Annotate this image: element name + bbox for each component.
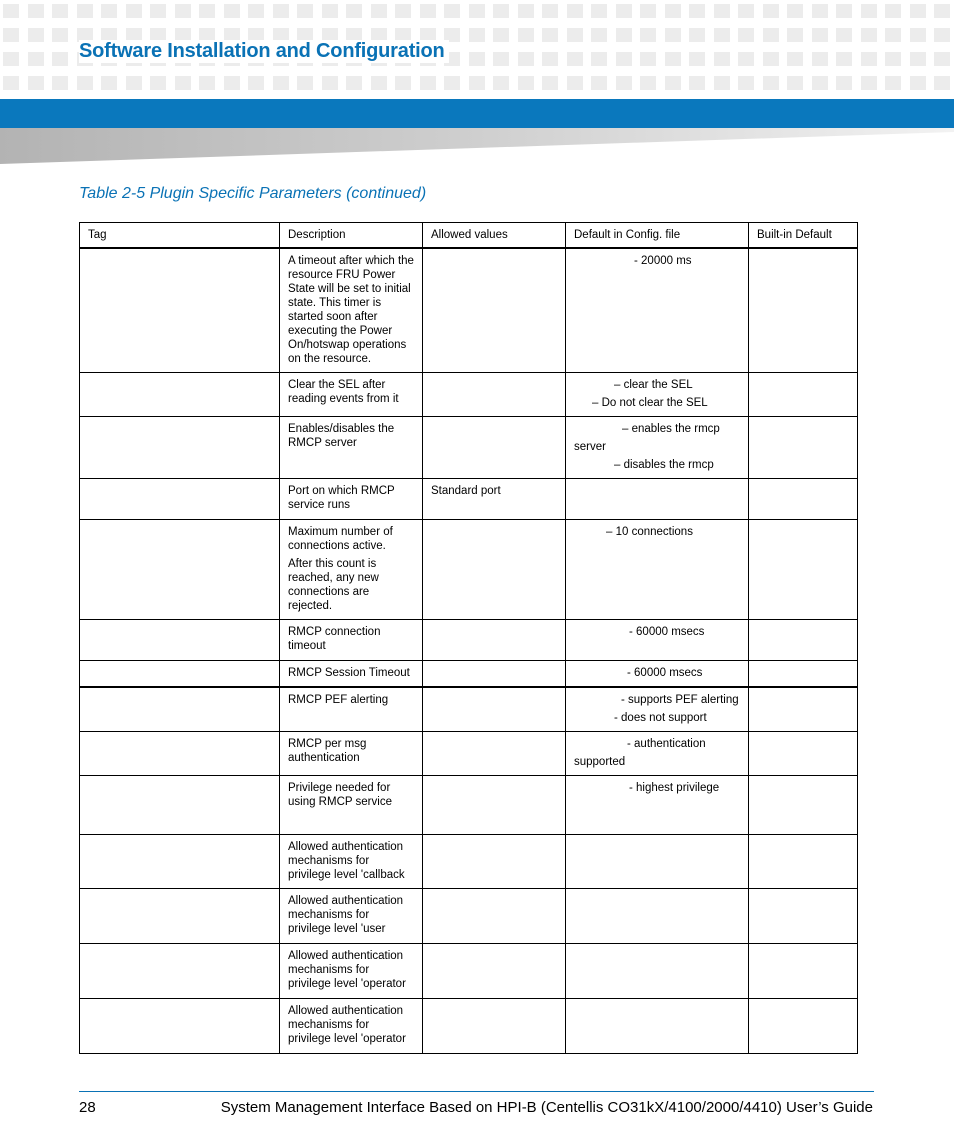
table-row [80, 417, 858, 479]
cell-builtin-default [749, 835, 858, 889]
cell-allowed-values [423, 687, 566, 732]
cell-allowed-values [423, 889, 566, 944]
description-text: RMCP Session Timeout [288, 667, 410, 679]
table-row [80, 776, 858, 835]
cell-description [280, 944, 423, 999]
parameters-table [79, 222, 858, 1054]
description-text: Allowed authentication mechanisms for privilege level 'callback [288, 841, 405, 881]
description-text: Port on which RMCP service runs [288, 485, 395, 511]
table-header-row [80, 223, 858, 249]
cell-description [280, 620, 423, 661]
cell-allowed-values [423, 835, 566, 889]
table-row [80, 373, 858, 417]
cell-allowed-values [423, 248, 566, 373]
cell-description [280, 687, 423, 732]
table-row [80, 835, 858, 889]
cell-builtin-default [749, 661, 858, 688]
cell-tag [80, 417, 280, 479]
description-text: Maximum number of connections active. [288, 526, 393, 552]
table-row [80, 248, 858, 373]
cell-builtin-default [749, 889, 858, 944]
default-value-text: – enables the rmcp [622, 423, 720, 435]
cell-builtin-default [749, 620, 858, 661]
default-value-text: – 10 connections [606, 526, 693, 538]
cell-tag [80, 732, 280, 776]
cell-description [280, 248, 423, 373]
cell-description [280, 520, 423, 620]
description-text: Allowed authentication mechanisms for privilege level 'user [288, 895, 404, 935]
table-row [80, 889, 858, 944]
page-title: Software Installation and Configuration [79, 40, 449, 63]
cell-allowed-values: Standard port [423, 479, 566, 520]
cell-builtin-default [749, 944, 858, 999]
description-text: RMCP connection timeout [288, 626, 381, 652]
description-text: RMCP PEF alerting [288, 694, 389, 706]
cell-allowed-values [423, 944, 566, 999]
table-row [80, 687, 858, 732]
cell-default-config [566, 999, 749, 1054]
cell-default-config [566, 479, 749, 520]
table-row [80, 732, 858, 776]
table-row [80, 520, 858, 620]
cell-allowed-values [423, 732, 566, 776]
cell-default-config [566, 373, 749, 417]
table-row [80, 479, 858, 520]
cell-builtin-default [749, 373, 858, 417]
description-text: Clear the SEL after reading events from it [288, 379, 399, 405]
cell-tag [80, 373, 280, 417]
default-value-text: server [574, 441, 606, 453]
cell-default-config [566, 732, 749, 776]
default-value-text: – Do not clear the SEL [592, 397, 708, 409]
cell-default-config [566, 417, 749, 479]
cell-builtin-default [749, 417, 858, 479]
cell-builtin-default [749, 248, 858, 373]
cell-allowed-values [423, 520, 566, 620]
cell-description [280, 999, 423, 1054]
column-header-builtin-default: Built-in Default [749, 223, 858, 249]
description-text: Allowed authentication mechanisms for privilege level 'operator [288, 950, 406, 990]
cell-description [280, 835, 423, 889]
table-row [80, 944, 858, 999]
cell-allowed-values [423, 661, 566, 688]
cell-description [280, 373, 423, 417]
cell-allowed-values [423, 620, 566, 661]
page-number: 28 [79, 1099, 96, 1116]
cell-tag [80, 944, 280, 999]
cell-allowed-values [423, 999, 566, 1054]
footer-rule [79, 1091, 874, 1092]
cell-default-config [566, 248, 749, 373]
cell-description [280, 776, 423, 835]
cell-tag [80, 776, 280, 835]
cell-tag [80, 889, 280, 944]
description-text: RMCP per msg authentication [288, 738, 367, 764]
description-text: Allowed authentication mechanisms for privilege level 'operator [288, 1005, 406, 1045]
table-row [80, 620, 858, 661]
description-text: Privilege needed for using RMCP service [288, 782, 392, 808]
description-text: After this count is reached, any new connections are rejected. [288, 558, 379, 612]
cell-builtin-default [749, 687, 858, 732]
default-value-text: - supports PEF alerting [621, 694, 739, 706]
table-caption: Table 2-5 Plugin Specific Parameters (continued) [79, 185, 427, 202]
cell-description [280, 479, 423, 520]
cell-allowed-values [423, 417, 566, 479]
column-header-tag: Tag [80, 223, 280, 249]
cell-tag [80, 661, 280, 688]
cell-tag [80, 835, 280, 889]
default-value-text: - authentication [627, 738, 706, 750]
table-row [80, 661, 858, 688]
default-value-text: – disables the rmcp [614, 459, 714, 471]
header-band [0, 99, 954, 128]
cell-description [280, 889, 423, 944]
cell-default-config [566, 889, 749, 944]
description-text: A timeout after which the resource FRU Power State will be set to initial state. This timer is started soon after executing the Power On/hotswap operations on the resource. [288, 255, 414, 365]
cell-builtin-default [749, 776, 858, 835]
cell-default-config [566, 944, 749, 999]
cell-builtin-default [749, 520, 858, 620]
cell-tag [80, 520, 280, 620]
cell-tag [80, 999, 280, 1054]
cell-description [280, 417, 423, 479]
cell-tag [80, 248, 280, 373]
cell-tag [80, 687, 280, 732]
footer-guide-title: System Management Interface Based on HPI-B (Centellis CO31kX/4100/2000/4410) User’s Guide [220, 1099, 873, 1116]
cell-tag [80, 479, 280, 520]
default-value-text: - 60000 msecs [627, 667, 703, 679]
cell-builtin-default [749, 999, 858, 1054]
default-value-text: - 20000 ms [634, 255, 692, 267]
default-value-text: - 60000 msecs [629, 626, 705, 638]
default-value-text: supported [574, 756, 626, 768]
default-value-text: - does not support [614, 712, 707, 724]
description-text: Enables/disables the RMCP server [288, 423, 395, 449]
table-row [80, 999, 858, 1054]
cell-allowed-values [423, 776, 566, 835]
cell-default-config [566, 835, 749, 889]
default-value-text: - highest privilege [629, 782, 720, 794]
cell-default-config [566, 687, 749, 732]
column-header-allowed-values: Allowed values [423, 223, 566, 249]
column-header-default-config: Default in Config. file [566, 223, 749, 249]
cell-builtin-default [749, 479, 858, 520]
cell-default-config [566, 776, 749, 835]
cell-allowed-values [423, 373, 566, 417]
cell-default-config [566, 620, 749, 661]
cell-default-config [566, 661, 749, 688]
cell-default-config [566, 520, 749, 620]
cell-tag [80, 620, 280, 661]
cell-builtin-default [749, 732, 858, 776]
cell-description [280, 732, 423, 776]
header-wedge [0, 128, 954, 164]
cell-description [280, 661, 423, 688]
column-header-description: Description [280, 223, 423, 249]
default-value-text: – clear the SEL [614, 379, 693, 391]
